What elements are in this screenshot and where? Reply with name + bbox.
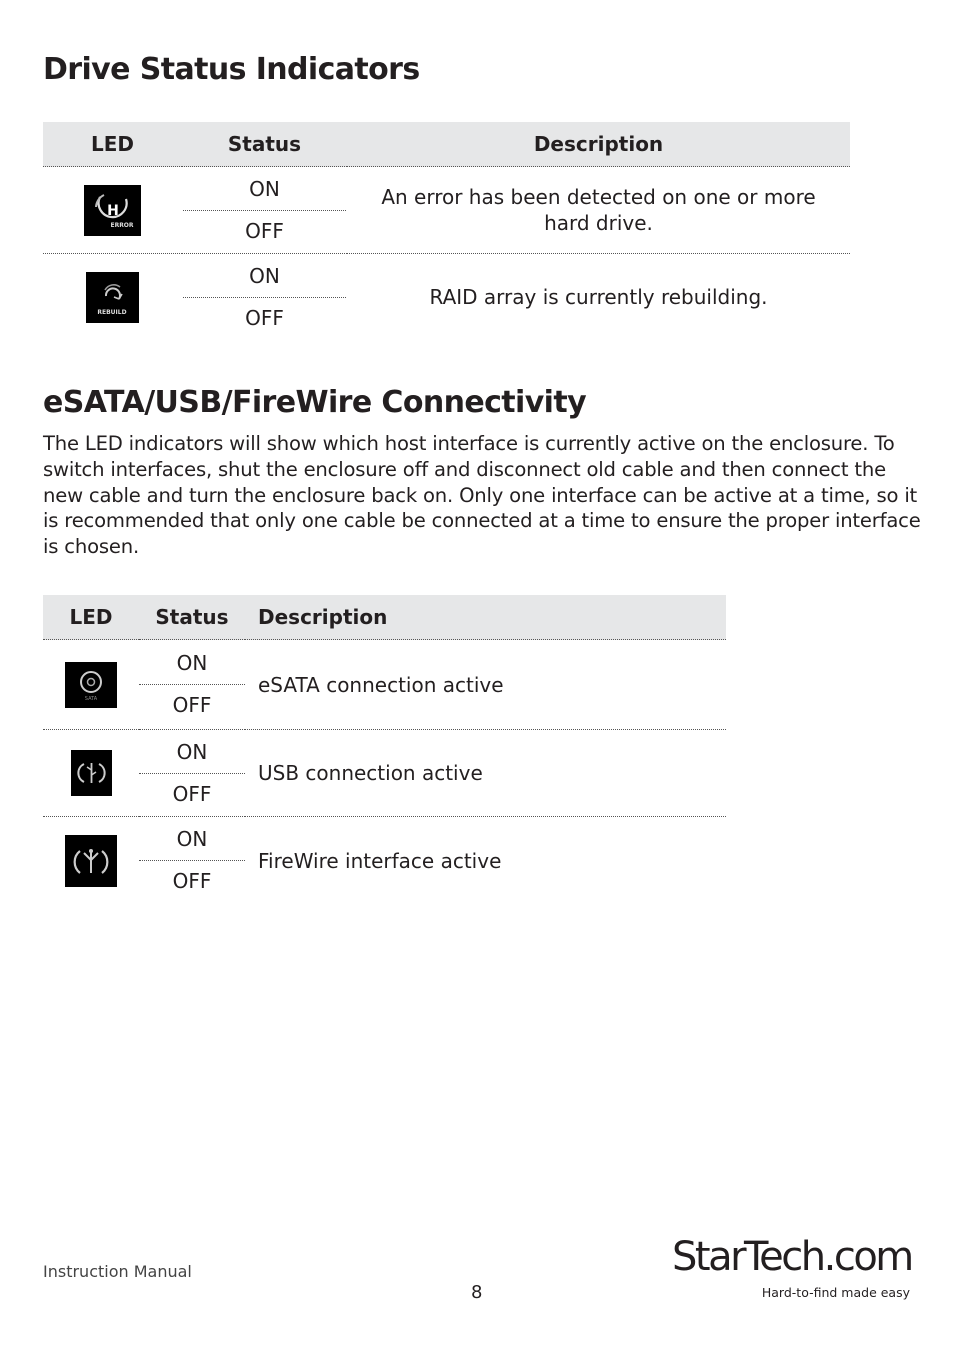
drive-status-table xyxy=(43,122,850,341)
table-row xyxy=(43,640,726,730)
description-cell: USB connection active xyxy=(245,730,726,817)
section-title-drive-status: Drive Status Indicators xyxy=(43,52,420,87)
status-off: OFF xyxy=(172,781,212,806)
status-cell xyxy=(139,817,245,905)
description-column-header: Description xyxy=(245,595,726,640)
status-on: ON xyxy=(249,263,280,288)
table-row xyxy=(43,730,726,817)
description-cell: An error has been detected on one or more hard drive. xyxy=(347,167,850,254)
rebuild-led-icon xyxy=(86,272,139,323)
table-row xyxy=(43,254,850,341)
table-header-row xyxy=(43,122,850,167)
status-off: OFF xyxy=(172,693,212,717)
status-cell xyxy=(139,640,245,730)
error-icon-letter: H xyxy=(107,202,119,219)
firewire-led-icon xyxy=(65,835,117,887)
status-cell xyxy=(182,167,347,254)
brand-tagline: Hard-to-find made easy xyxy=(761,1285,910,1300)
table-header-row xyxy=(43,595,726,640)
status-on: ON xyxy=(249,176,280,201)
status-on: ON xyxy=(176,651,208,675)
led-cell xyxy=(43,817,139,905)
page-number: 8 xyxy=(471,1282,483,1303)
status-column-header: Status xyxy=(139,595,245,640)
brand-name: StarTech.com xyxy=(672,1234,912,1280)
usb-led-icon xyxy=(71,750,112,796)
led-cell xyxy=(43,167,182,254)
status-divider xyxy=(139,773,245,774)
error-led-icon xyxy=(84,185,141,236)
description-cell: FireWire interface active xyxy=(258,848,502,873)
connectivity-table xyxy=(43,595,726,905)
description-cell: eSATA connection active xyxy=(245,640,726,730)
led-column-header: LED xyxy=(43,122,182,167)
status-column-header: Status xyxy=(182,122,347,167)
rebuild-icon-label: REBUILD xyxy=(97,308,127,316)
connectivity-intro-paragraph: The LED indicators will show which host interface is currently active on the enclosure. To switch interfaces, shut the enclosure off and disconnect old cable and then connect the new cable and turn the enclosure back on. Only one interface can be active at a time, so it is recommended that only one cable be connected at a time to ensure the proper interface is chosen. xyxy=(43,432,921,559)
status-off: OFF xyxy=(172,869,212,894)
startech-logo xyxy=(672,1228,912,1308)
error-icon-label: ERROR xyxy=(110,221,134,229)
section-title-connectivity: eSATA/USB/FireWire Connectivity xyxy=(43,385,587,420)
status-divider xyxy=(139,860,245,861)
led-cell xyxy=(43,254,182,341)
status-on: ON xyxy=(176,827,208,852)
status-divider xyxy=(139,684,245,685)
status-divider xyxy=(183,210,346,211)
status-cell xyxy=(182,254,347,341)
status-off: OFF xyxy=(245,218,284,243)
led-cell xyxy=(43,730,139,817)
description-column-header: Description xyxy=(347,122,850,167)
table-row xyxy=(43,817,726,905)
esata-led-icon xyxy=(65,662,117,708)
description-cell: RAID array is currently rebuilding. xyxy=(429,285,768,310)
status-on: ON xyxy=(176,739,208,764)
led-cell xyxy=(43,640,139,730)
status-cell xyxy=(139,730,245,817)
esata-icon-label: SATA xyxy=(84,695,98,702)
table-row xyxy=(43,167,850,254)
status-off: OFF xyxy=(245,305,284,330)
status-divider xyxy=(183,297,346,298)
footer-manual-label: Instruction Manual xyxy=(43,1262,192,1281)
led-column-header: LED xyxy=(43,595,139,640)
